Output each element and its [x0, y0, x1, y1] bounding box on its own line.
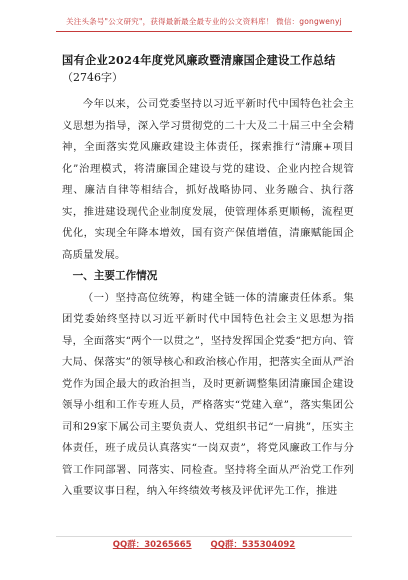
section-heading: 一、主要工作情况 — [72, 270, 158, 282]
document-body — [62, 52, 354, 503]
word-count: （2746字） — [62, 71, 123, 84]
top-banner: 关注头条号"公文研究"，获得最新最全最专业的公文资料库！ 微信：gongwenyj — [66, 17, 342, 26]
intro-paragraph: 今年以来，公司党委坚持以习近平新时代中国特色社会主义思想为指导，深入学习贯彻党的二十大及二十届三中全会精神，全面落实党风廉政建设主体责任，探索推行“清廉+项目化”治理模式，将清廉国企建设与党的建设、企业内控合规管理、廉洁自律等相结合，抓好战略协同、业务融合、执行落实，推进建设现代企业制度发展，使管理体系更顺畅，流程更优化，实现全年降本增效，国有资产保值增值，清廉赋能国企高质量发展。 — [62, 98, 354, 261]
document-title: 国有企业2024年度党风廉政暨清廉国企建设工作总结 — [62, 53, 336, 67]
footer-qq-group-1[interactable]: QQ群：30265665 — [112, 540, 192, 550]
section-paragraph: （一）坚持高位统筹，构建全链一体的清廉责任体系。集团党委始终坚持以习近平新时代中国特色社会主义思想为指导，全面落实“两个一以贯之”，坚持发挥国企党委“把方向、管大局、保落实”的领导核心和政治核心作用，把落实全面从严治党作为国企最大的政治担当，及时更新调整集团清廉国企建设领导小组和工作专班人员，严格落实“党建入章”，落实集团公司和29家下属公司主要负责人、党组织书记“一肩挑”，压实主体责任，班子成员认真落实“一岗双责”，将党风廉政工作与分管工作同部署、同落实、同检查。坚持将全面从严治党工作列入重要议事日程，纳入年终绩效考核及评优评先工作，推进 — [62, 291, 354, 497]
top-divider — [56, 31, 352, 32]
footer-qq-group-2[interactable]: QQ群：535304092 — [210, 540, 296, 550]
footer — [0, 538, 408, 550]
bottom-divider — [56, 536, 352, 537]
